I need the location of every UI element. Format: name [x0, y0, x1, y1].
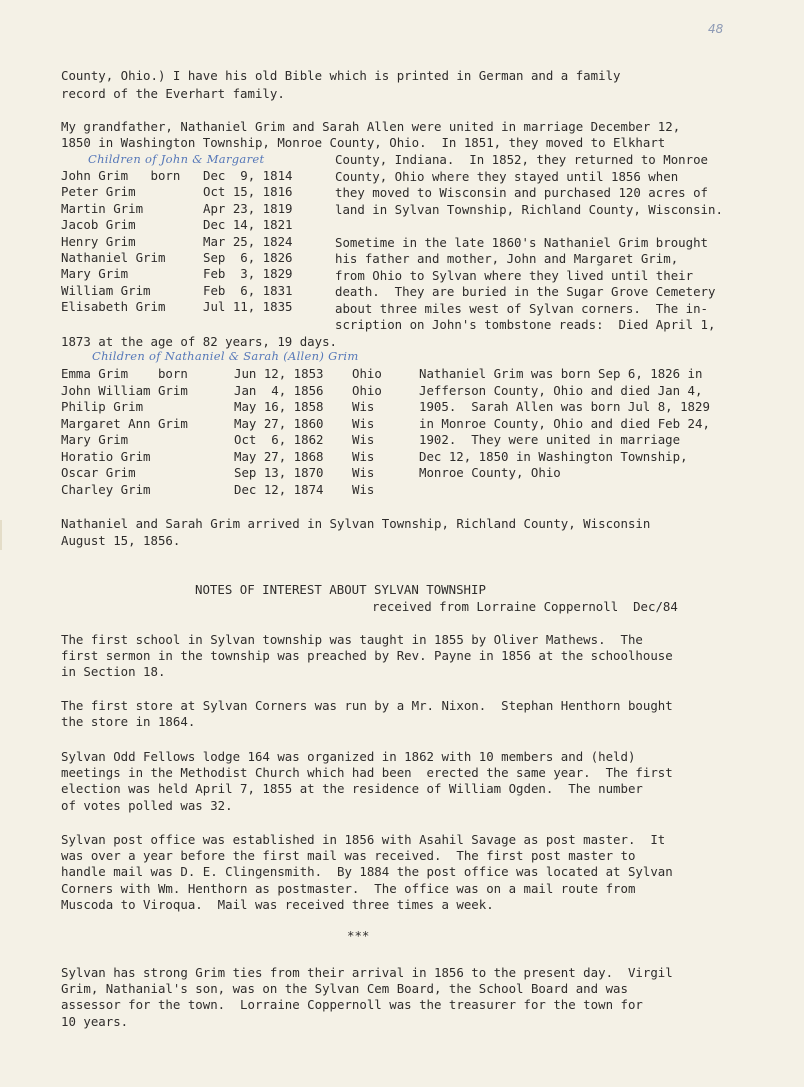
side-text-line: his father and mother, John and Margaret Grim,: [335, 251, 679, 266]
side-text-line: Nathaniel Grim was born Sep 6, 1826 in: [419, 366, 703, 381]
side-text-line: Jefferson County, Ohio and died Jan 4,: [419, 382, 703, 398]
child-place: Wis: [352, 481, 375, 497]
child-birthdate: Jul 11, 1835: [203, 299, 293, 315]
child-birthdate: Feb 3, 1829: [203, 266, 293, 282]
child-name: Philip Grim: [61, 399, 144, 414]
para-lodge-line: of votes polled was 32.: [61, 797, 233, 813]
separator-stars: ***: [347, 928, 370, 943]
child-place: Wis: [352, 415, 375, 431]
child-name: Mary Grim: [61, 266, 129, 282]
child-name: Jacob Grim: [61, 217, 136, 233]
child-date: Oct 6, 1862: [234, 432, 324, 447]
notes-title: NOTES OF INTEREST ABOUT SYLVAN TOWNSHIP: [195, 582, 486, 597]
side-text-line: from Ohio to Sylvan where they lived until their: [335, 267, 694, 283]
page-number: 48: [708, 22, 724, 36]
child-name: John Grim born: [61, 168, 181, 183]
child-place: Wis: [352, 465, 375, 480]
side-text-line: 1902. They were united in marriage: [419, 432, 681, 447]
child-place: Wis: [352, 448, 375, 464]
child-birthdate: Feb 6, 1831: [203, 282, 293, 298]
side-text-line: land in Sylvan Township, Richland County, Wisconsin.: [335, 201, 723, 217]
child-date: May 27, 1860: [234, 415, 324, 431]
intro-line: County, Ohio.) I have his old Bible which is printed in German and a family: [61, 68, 621, 83]
child-name: Henry Grim: [61, 233, 136, 249]
child-place: Wis: [352, 399, 375, 414]
child-name: Elisabeth Grim: [61, 299, 166, 315]
child-birthdate: Oct 15, 1816: [203, 184, 293, 200]
side-text-line: in Monroe County, Ohio and died Feb 24,: [419, 415, 710, 431]
child-date: May 27, 1868: [234, 448, 324, 464]
child-name: Peter Grim: [61, 184, 136, 200]
child-name: Charley Grim: [61, 481, 151, 497]
arrival-line: Nathaniel and Sarah Grim arrived in Sylvan Township, Richland County, Wisconsin: [61, 516, 651, 531]
child-birthdate: Sep 6, 1826: [203, 250, 293, 265]
child-name: Nathaniel Grim: [61, 250, 166, 265]
child-name: John William Grim: [61, 382, 188, 398]
para-store-line: The first store at Sylvan Corners was run by a Mr. Nixon. Stephan Henthorn bought: [61, 698, 673, 713]
para-school-line: first sermon in the township was preached by Rev. Payne in 1856 at the schoolhouse: [61, 648, 673, 664]
para-lodge-line: Sylvan Odd Fellows lodge 164 was organized in 1862 with 10 members and (held): [61, 749, 636, 764]
child-place: Ohio: [352, 366, 382, 381]
para-ties-line: 10 years.: [61, 1013, 129, 1029]
para-school-line: The first school in Sylvan township was taught in 1855 by Oliver Mathews. The: [61, 632, 643, 647]
child-birthdate: Dec 14, 1821: [203, 217, 293, 233]
side-text-line: about three miles west of Sylvan corners. The in-: [335, 300, 708, 316]
grandfather-line: 1850 in Washington Township, Monroe County, Ohio. In 1851, they moved to Elkhart: [61, 135, 666, 150]
child-birthdate: Apr 23, 1819: [203, 200, 293, 216]
child-name: Margaret Ann Grim: [61, 415, 188, 431]
child-date: Jun 12, 1853: [234, 366, 324, 381]
grandfather-line: My grandfather, Nathaniel Grim and Sarah Allen were united in marriage December 12,: [61, 119, 681, 134]
handwritten-note: Children of John & Margaret: [88, 152, 265, 166]
side-text-line: 1905. Sarah Allen was born Jul 8, 1829: [419, 399, 710, 414]
child-name: Mary Grim: [61, 432, 129, 447]
side-text-line: Sometime in the late 1860's Nathaniel Grim brought: [335, 234, 708, 250]
child-place: Ohio: [352, 382, 382, 398]
child-name: Horatio Grim: [61, 448, 151, 464]
side-text-line: County, Indiana. In 1852, they returned to Monroe: [335, 152, 708, 167]
side-text-line: County, Ohio where they stayed until 1856 when: [335, 168, 679, 184]
para-ties-line: assessor for the town. Lorraine Coppernoll was the treasurer for the town for: [61, 997, 643, 1013]
child-name: Martin Grim: [61, 200, 144, 216]
child-date: Jan 4, 1856: [234, 382, 324, 398]
side-text-line: scription on John's tombstone reads: Died April 1,: [335, 317, 716, 332]
child-date: Dec 12, 1874: [234, 481, 324, 497]
page-edge-mark: [0, 520, 2, 550]
para-post-line: handle mail was D. E. Clingensmith. By 1884 the post office was located at Sylvan: [61, 864, 673, 880]
age-line: 1873 at the age of 82 years, 19 days.: [61, 334, 338, 349]
notes-source: received from Lorraine Coppernoll Dec/84: [372, 599, 678, 614]
side-text-line: Dec 12, 1850 in Washington Township,: [419, 448, 688, 464]
para-school-line: in Section 18.: [61, 664, 166, 680]
para-ties-line: Grim, Nathanial's son, was on the Sylvan Cem Board, the School Board and was: [61, 981, 628, 997]
child-date: Sep 13, 1870: [234, 465, 324, 480]
child-birthdate: Dec 9, 1814: [203, 168, 293, 183]
side-text-line: death. They are buried in the Sugar Grove Cemetery: [335, 284, 716, 299]
para-lodge-line: meetings in the Methodist Church which had been erected the same year. The first: [61, 765, 673, 781]
side-text-line: Monroe County, Ohio: [419, 465, 561, 480]
side-text-line: they moved to Wisconsin and purchased 120 acres of: [335, 185, 708, 200]
handwritten-note: Children of Nathaniel & Sarah (Allen) Grim: [92, 349, 359, 363]
para-post-line: Muscoda to Viroqua. Mail was received three times a week.: [61, 896, 494, 912]
para-post-line: was over a year before the first mail was received. The first post master to: [61, 848, 636, 864]
para-post-line: Corners with Wm. Henthorn as postmaster. The office was on a mail route from: [61, 880, 636, 896]
para-store-line: the store in 1864.: [61, 714, 196, 730]
child-birthdate: Mar 25, 1824: [203, 233, 293, 249]
arrival-line: August 15, 1856.: [61, 533, 181, 548]
intro-line: record of the Everhart family.: [61, 86, 285, 101]
child-date: May 16, 1858: [234, 399, 324, 414]
child-name: Oscar Grim: [61, 465, 136, 480]
child-place: Wis: [352, 432, 375, 447]
child-name: Emma Grim born: [61, 366, 188, 381]
para-post-line: Sylvan post office was established in 1856 with Asahil Savage as post master. It: [61, 832, 666, 847]
child-name: William Grim: [61, 282, 151, 298]
para-ties-line: Sylvan has strong Grim ties from their arrival in 1856 to the present day. Virgil: [61, 965, 673, 980]
para-lodge-line: election was held April 7, 1855 at the residence of William Ogden. The number: [61, 781, 643, 797]
